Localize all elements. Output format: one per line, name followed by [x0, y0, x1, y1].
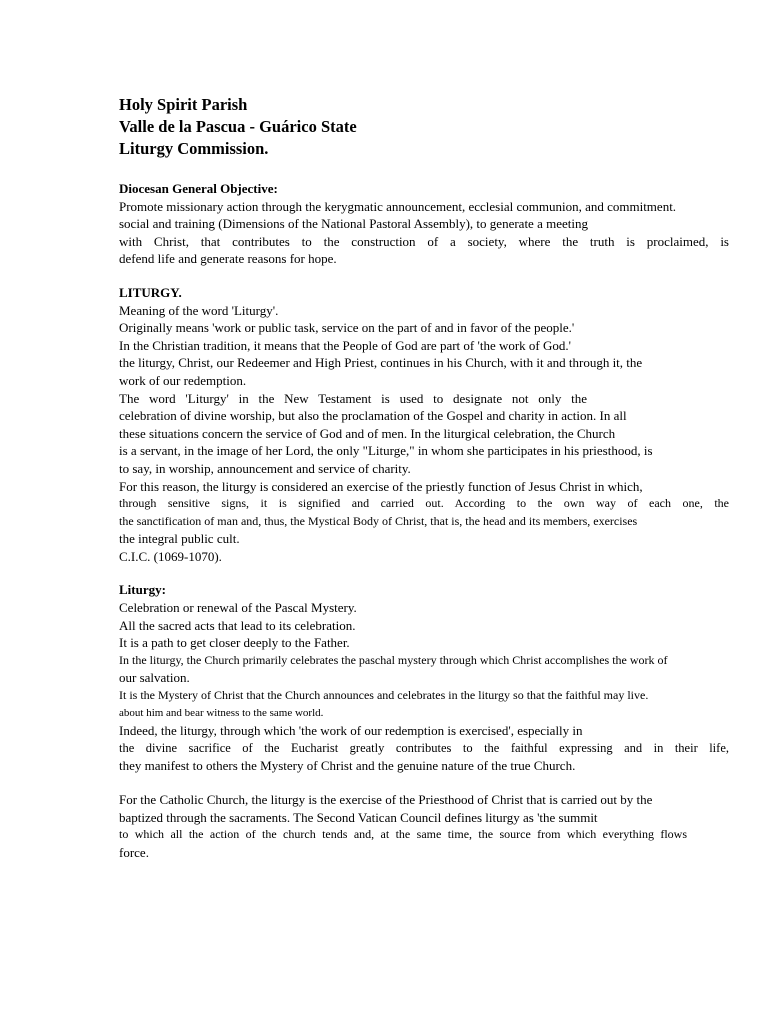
- text-line: Celebration or renewal of the Pascal Mystery.: [119, 600, 357, 616]
- document-page: [119, 94, 729, 861]
- text-line: Originally means 'work or public task, service on the part of and in favor of the people.': [119, 320, 575, 336]
- text-line: work of our redemption.: [119, 372, 247, 388]
- text-line: the divine sacrifice of the Eucharist greatly contributes to the faithful expressing and in their life,: [119, 740, 729, 755]
- parish-name: Holy Spirit Parish: [119, 95, 248, 114]
- objective-section: [119, 180, 729, 268]
- text-line: social and training (Dimensions of the National Pastoral Assembly), to generate a meeting: [119, 216, 588, 232]
- document-header: [119, 94, 729, 160]
- text-line: force.: [119, 844, 149, 860]
- text-line: to which all the action of the church tends and, at the same time, the source from which everything flows: [119, 827, 687, 842]
- liturgy-definition-section: [119, 581, 729, 775]
- liturgy-label: LITURGY.: [119, 284, 182, 300]
- text-line: through sensitive signs, it is signified and carried out. According to the own way of each one, the: [119, 496, 729, 511]
- text-line: Meaning of the word 'Liturgy'.: [119, 302, 279, 318]
- parish-location: Valle de la Pascua - Guárico State: [119, 117, 357, 136]
- text-line: they manifest to others the Mystery of Christ and the genuine nature of the true Church.: [119, 758, 576, 774]
- text-line: C.I.C. (1069-1070).: [119, 548, 222, 564]
- liturgy-definition-label: Liturgy:: [119, 582, 166, 598]
- text-line: the liturgy, Christ, our Redeemer and High Priest, continues in his Church, with it and through it, the: [119, 355, 643, 371]
- text-line: these situations concern the service of God and of men. In the liturgical celebration, the Church: [119, 425, 616, 441]
- text-line: In the Christian tradition, it means that the People of God are part of 'the work of God.': [119, 337, 571, 353]
- text-line: the sanctification of man and, thus, the Mystical Body of Christ, that is, the head and its members, exercises: [119, 513, 638, 528]
- commission-name: Liturgy Commission.: [119, 139, 269, 158]
- text-line: is a servant, in the image of her Lord, the only "Liturge," in whom she participates in his priesthood, is: [119, 443, 653, 459]
- text-line: Promote missionary action through the kerygmatic announcement, ecclesial communion, and commitment.: [119, 198, 677, 214]
- text-line: All the sacred acts that lead to its celebration.: [119, 617, 356, 633]
- text-line: For the Catholic Church, the liturgy is the exercise of the Priesthood of Christ that is carried out by the: [119, 792, 653, 807]
- text-line: the integral public cult.: [119, 531, 240, 547]
- liturgy-section: [119, 284, 729, 566]
- text-line: The word 'Liturgy' in the New Testament is used to designate not only the: [119, 390, 587, 406]
- text-line: defend life and generate reasons for hope.: [119, 251, 337, 267]
- text-line: celebration of divine worship, but also the proclamation of the Gospel and charity in action. In all: [119, 408, 627, 424]
- text-line: It is the Mystery of Christ that the Church announces and celebrates in the liturgy so that the faithful may live.: [119, 688, 649, 703]
- text-line: about him and bear witness to the same world.: [119, 706, 324, 719]
- text-line: baptized through the sacraments. The Second Vatican Council defines liturgy as 'the summit: [119, 809, 598, 825]
- catholic-church-section: [119, 791, 729, 861]
- text-line: with Christ, that contributes to the construction of a society, where the truth is proclaimed, is: [119, 233, 729, 249]
- text-line: Indeed, the liturgy, through which 'the work of our redemption is exercised', especially in: [119, 723, 583, 739]
- objective-label: Diocesan General Objective:: [119, 181, 278, 196]
- text-line: our salvation.: [119, 670, 190, 686]
- text-line: It is a path to get closer deeply to the Father.: [119, 635, 350, 651]
- text-line: to say, in worship, announcement and service of charity.: [119, 460, 411, 476]
- text-line: In the liturgy, the Church primarily celebrates the paschal mystery through which Christ accomplishes the work of: [119, 652, 668, 667]
- text-line: For this reason, the liturgy is considered an exercise of the priestly function of Jesus Christ in which,: [119, 478, 643, 494]
